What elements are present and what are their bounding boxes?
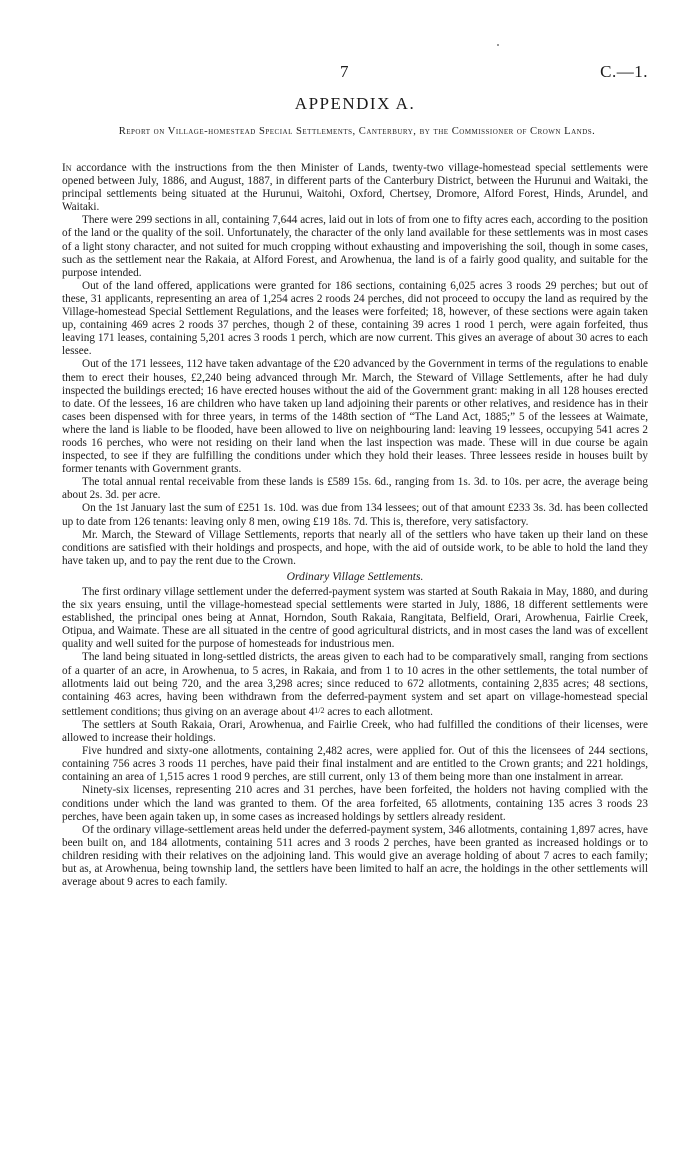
paragraph: Five hundred and sixty-one allotments, containing 2,482 acres, were applied for. Out of this the licensees of 244 sections, containing 756 acres 3 roods 11 perches, have paid their final instalment and are entitled to the Crown grants; and 221 holdings, containing an area of 1,515 acres 1 rood 9 perches, are still current, only 13 of them being more than one instalment in arrear. — [62, 745, 648, 784]
document-reference: C.—1. — [600, 62, 648, 81]
report-title: Report on Village-homestead Special Settlements, Canterbury, by the Commissioner of Crown Lands. — [118, 126, 596, 137]
paragraph: The first ordinary village settlement under the deferred-payment system was started at South Rakaia in May, 1880, and during the six years ensuing, until the village-homestead special settlements were started in July, 1886, 18 different settlements were established, the principal ones being at Annat, Horndon, South Rakaia, Rangitata, Belfield, Orari, Arowhenua, Fairlie Creek, Otipua, and Waimate. These are all situated in the centre of good agricultural districts, and in most cases the land was of excellent quality and well suited for the purpose of homesteads for industrious men. — [62, 586, 648, 651]
section-heading: Ordinary Village Settlements. — [286, 569, 424, 583]
fraction: 1/2 — [314, 705, 325, 715]
page-number: 7 — [340, 62, 349, 81]
paragraph: In accordance with the instructions from the then Minister of Lands, twenty-two village-homestead special settlements were opened between July, 1886, and August, 1887, in different parts of the Canterbury District, between the Hurunui and Waitaki, the principal settlements being situated at the Hurunui, Waitohi, Oxford, Chertsey, Dromore, Alford Forest, Hinds, Arundel, and Waitaki. — [62, 162, 648, 214]
page-speck — [497, 44, 499, 46]
paragraph: Out of the land offered, applications were granted for 186 sections, containing 6,025 acres 3 roods 29 perches; but out of these, 31 applicants, representing an area of 1,254 acres 2 roods 24 perches, did not proceed to occupy the land as required by the Village-homestead Special Settlement Regulations, and the leases were forfeited; 18, however, of these sections were again taken up, containing 469 acres 2 roods 37 perches, though 2 of these, containing 39 acres 1 rood 1 perch, were again forfeited, thus leaving 171 leases, containing 5,201 acres 3 roods 1 perch, which are now current. This gives an average of about 30 acres to each lessee. — [62, 279, 648, 358]
paragraph: The settlers at South Rakaia, Orari, Arowhenua, and Fairlie Creek, who had fulfilled the conditions of their licenses, were allowed to increase their holdings. — [62, 718, 648, 745]
paragraph: On the 1st January last the sum of £251 1s. 10d. was due from 134 lessees; out of that amount £233 3s. 3d. has been collected up to date from 126 tenants: leaving only 8 men, owing £19 18s. 7d. This is, therefore, very satisfactory. — [62, 502, 648, 528]
appendix-title: APPENDIX A. — [294, 94, 416, 113]
paragraph: Ninety-six licenses, representing 210 acres and 31 perches, have been forfeited, the holders not having complied with the conditions under which the land was granted to them. Of the area forfeited, 65 allotments, containing 135 acres 3 roods 23 perches, have been again taken up, in some cases as increased holdings by settlers already resident. — [62, 784, 648, 823]
paragraph: Mr. March, the Steward of Village Settlements, reports that nearly all of the settlers who have taken up their land on these conditions are satisfied with their holdings and prospects, and hope, with the aid of outside work, to be able to hold the land they have taken up, and to pay the rent due to the Crown. — [62, 528, 648, 567]
paragraph: Of the ordinary village-settlement areas held under the deferred-payment system, 346 allotments, containing 1,897 acres, have been built on, and 184 allotments, containing 511 acres and 3 roods 2 perches, have been granted as increased holdings or to children residing with their relatives on the adjoining land. This would give an average holding of about 7 acres to each family; but as, at Arowhenua, being township land, the settlers have been limited to half an acre, the holdings in the other settlements will average about 9 acres to each family. — [62, 823, 648, 889]
paragraph: There were 299 sections in all, containing 7,644 acres, laid out in lots of from one to fifty acres each, according to the position of the land or the quality of the soil. Unfortunately, the character of the only land available for these settlements was in most cases of a light stony character, and not suited for much cropping without exhausting and impoverishing the soil, though in some cases, such as the settlement near the Rakaia, at Alford Forest, and Arowhenua, the land is of a fairly good quality, and suitable for the purpose intended. — [62, 214, 648, 279]
paragraph: The total annual rental receivable from these lands is £589 15s. 6d., ranging from 1s. 3d. to 10s. per acre, the average being about 2s. 3d. per acre. — [62, 476, 648, 502]
report-body — [62, 162, 648, 889]
paragraph: Out of the 171 lessees, 112 have taken advantage of the £20 advanced by the Government in terms of the regulations to enable them to erect their houses, £2,240 being advanced through Mr. March, the Steward of Village Settlements, after he had duly inspected the buildings erected; 16 have erected houses without the aid of the Government grant: making in all 128 houses erected to date. Of the lessees, 16 are children who have taken up land adjoining their parents or other relatives, and residence has in their cases been dispensed with for three years, in terms of the 148th section of “The Land Act, 1885;” 5 of the lessees at Waimate, where the land is liable to be flooded, have been allowed to live on neighbouring land: leaving 19 lessees, occupying 541 acres 2 roods 16 perches, who were not residing on their land when the last inspection was made. These will in due course be again inspected, to see if they are fulfilling the conditions under which they hold their leases. Three lessees reside in houses built by former tenants with Government grants. — [62, 358, 648, 476]
paragraph: The land being situated in long-settled districts, the areas given to each had to be comparatively small, ranging from sections of a quarter of an acre, in Arowhenua, to 5 acres, in Rakaia, and from 1 to 10 acres in the other settlements, the total number of allotments laid out being 720, and the area 3,298 acres; since reduced to 672 allotments, containing 2,835 acres; 48 sections, containing 463 acres, having been withdrawn from the deferred-payment system and set apart on village-homestead special settlement conditions; thus giving on an average about 41/2 acres to each allotment. — [62, 651, 648, 718]
